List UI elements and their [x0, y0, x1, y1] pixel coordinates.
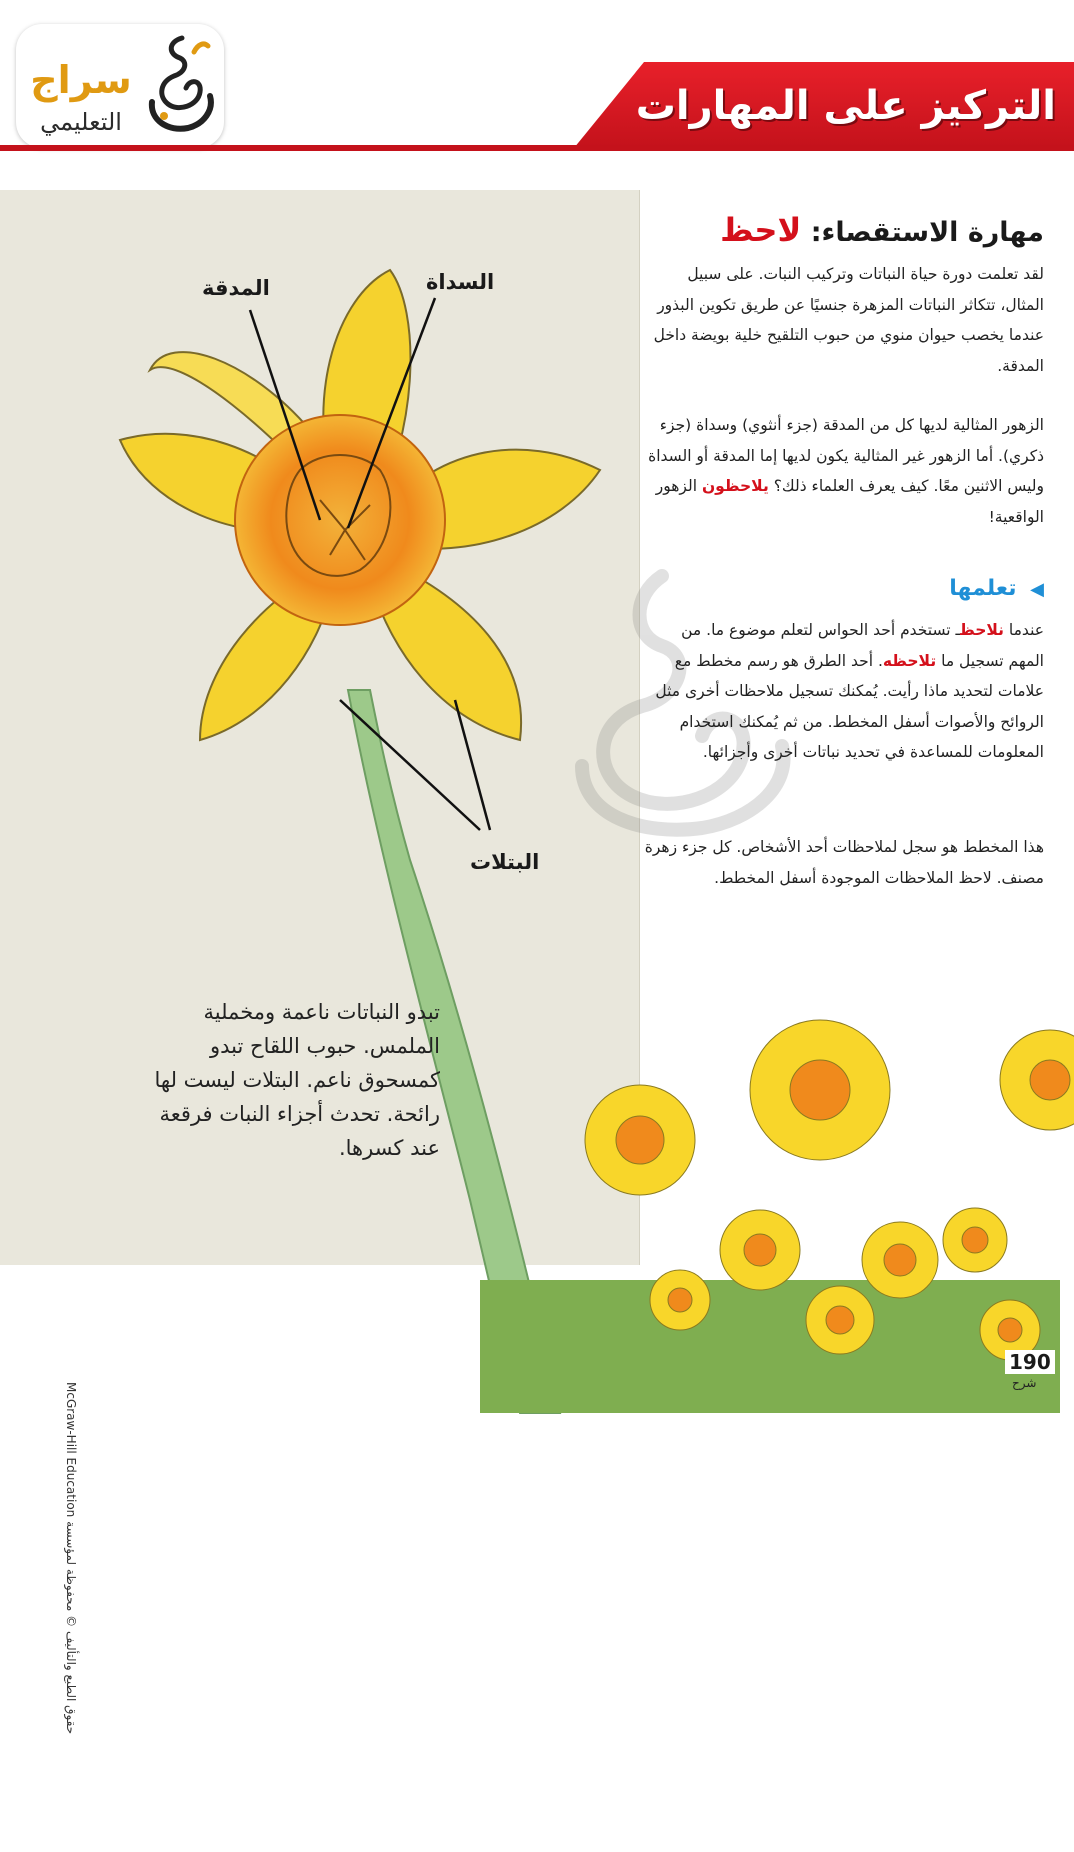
label-stamen: السداة	[426, 270, 495, 294]
skill-heading-prefix: مهارة الاستقصاء:	[810, 217, 1044, 248]
page-title: التركيز على المهارات	[635, 83, 1056, 129]
label-pistil: المدقة	[202, 276, 270, 300]
learn-heading	[644, 571, 1044, 608]
learn-paragraph	[644, 615, 1044, 768]
perfect-flowers-paragraph	[644, 410, 1044, 532]
p3-red-word-1: نلاحظ	[960, 621, 1004, 639]
page-number: 190	[1005, 1350, 1055, 1374]
logo	[16, 24, 224, 148]
p2-end: الزهور الواقعية!	[655, 477, 1044, 526]
triangle-pointer-icon: ◀	[1030, 579, 1044, 600]
flower-illustration	[0, 190, 660, 1413]
logo-name: سراج	[30, 58, 132, 102]
intro-paragraph: لقد تعلمت دورة حياة النباتات وتركيب النبات. على سبيل المثال، تتكاثر النباتات المزهرة جنسيًا عن طريق تكوين البذور عندما يخصب حيوان منوي من حبوب التلقيح خلية بويضة داخل المدقة.	[653, 265, 1044, 375]
label-petals: البتلات	[470, 850, 540, 874]
p2-red-word: يلاحظون	[701, 477, 769, 495]
p3-end: . أحد الطرق هو رسم مخطط مع علامات لتحديد ماذا رأيت. يُمكنك تسجيل ملاحظات أخرى مثل الروائح والأصوات أسفل المخطط. من ثم يُمكنك استخدام المعلومات للمساعدة في تحديد نباتات أخرى وأجزائها.	[655, 651, 1044, 761]
logo-subtitle: التعليمي	[40, 108, 122, 136]
header-divider	[0, 145, 1074, 151]
learn-heading-text: تعلمها	[949, 576, 1017, 601]
observation-note: تبدو النباتات ناعمة ومخملية الملمس. حبوب اللقاح تبدو كمسحوق ناعم. البتلات ليست لها رائحة. تحدث أجزاء النبات فرقعة عند كسرها.	[154, 1000, 440, 1160]
skill-heading	[644, 208, 1044, 255]
page-subtitle: شرح	[1012, 1376, 1037, 1390]
p2-text: الزهور المثالية لديها كل من المدقة (جزء أنثوي) وسداة (جزء ذكري). أما الزهور غير المثالية يكون لديها إما المدقة أو السداة وليس الاثنين معًا. كيف يعرف العلماء ذلك؟	[648, 416, 1044, 495]
diagram-explanation-paragraph: هذا المخطط هو سجل لملاحظات أحد الأشخاص. كل جزء زهرة مصنف. لاحظ الملاحظات الموجودة أسفل المخطط.	[644, 838, 1044, 887]
corona	[235, 415, 445, 625]
p3-red-word-2: تلاحظه	[882, 651, 937, 670]
skill-heading-word: لاحظ	[720, 211, 802, 249]
calligraphy-logo-icon	[138, 32, 220, 140]
p3-mid: ـ تستخدم أحد الحواس لتعلم موضوع ما. من المهم تسجيل ما	[681, 621, 1044, 670]
daffodil-photo	[480, 1020, 1074, 1413]
p3-start: عندما	[1008, 621, 1044, 639]
copyright-notice: حقوق الطبع والتأليف © محفوظة لمؤسسة McGraw-Hill Education	[64, 1382, 78, 1735]
